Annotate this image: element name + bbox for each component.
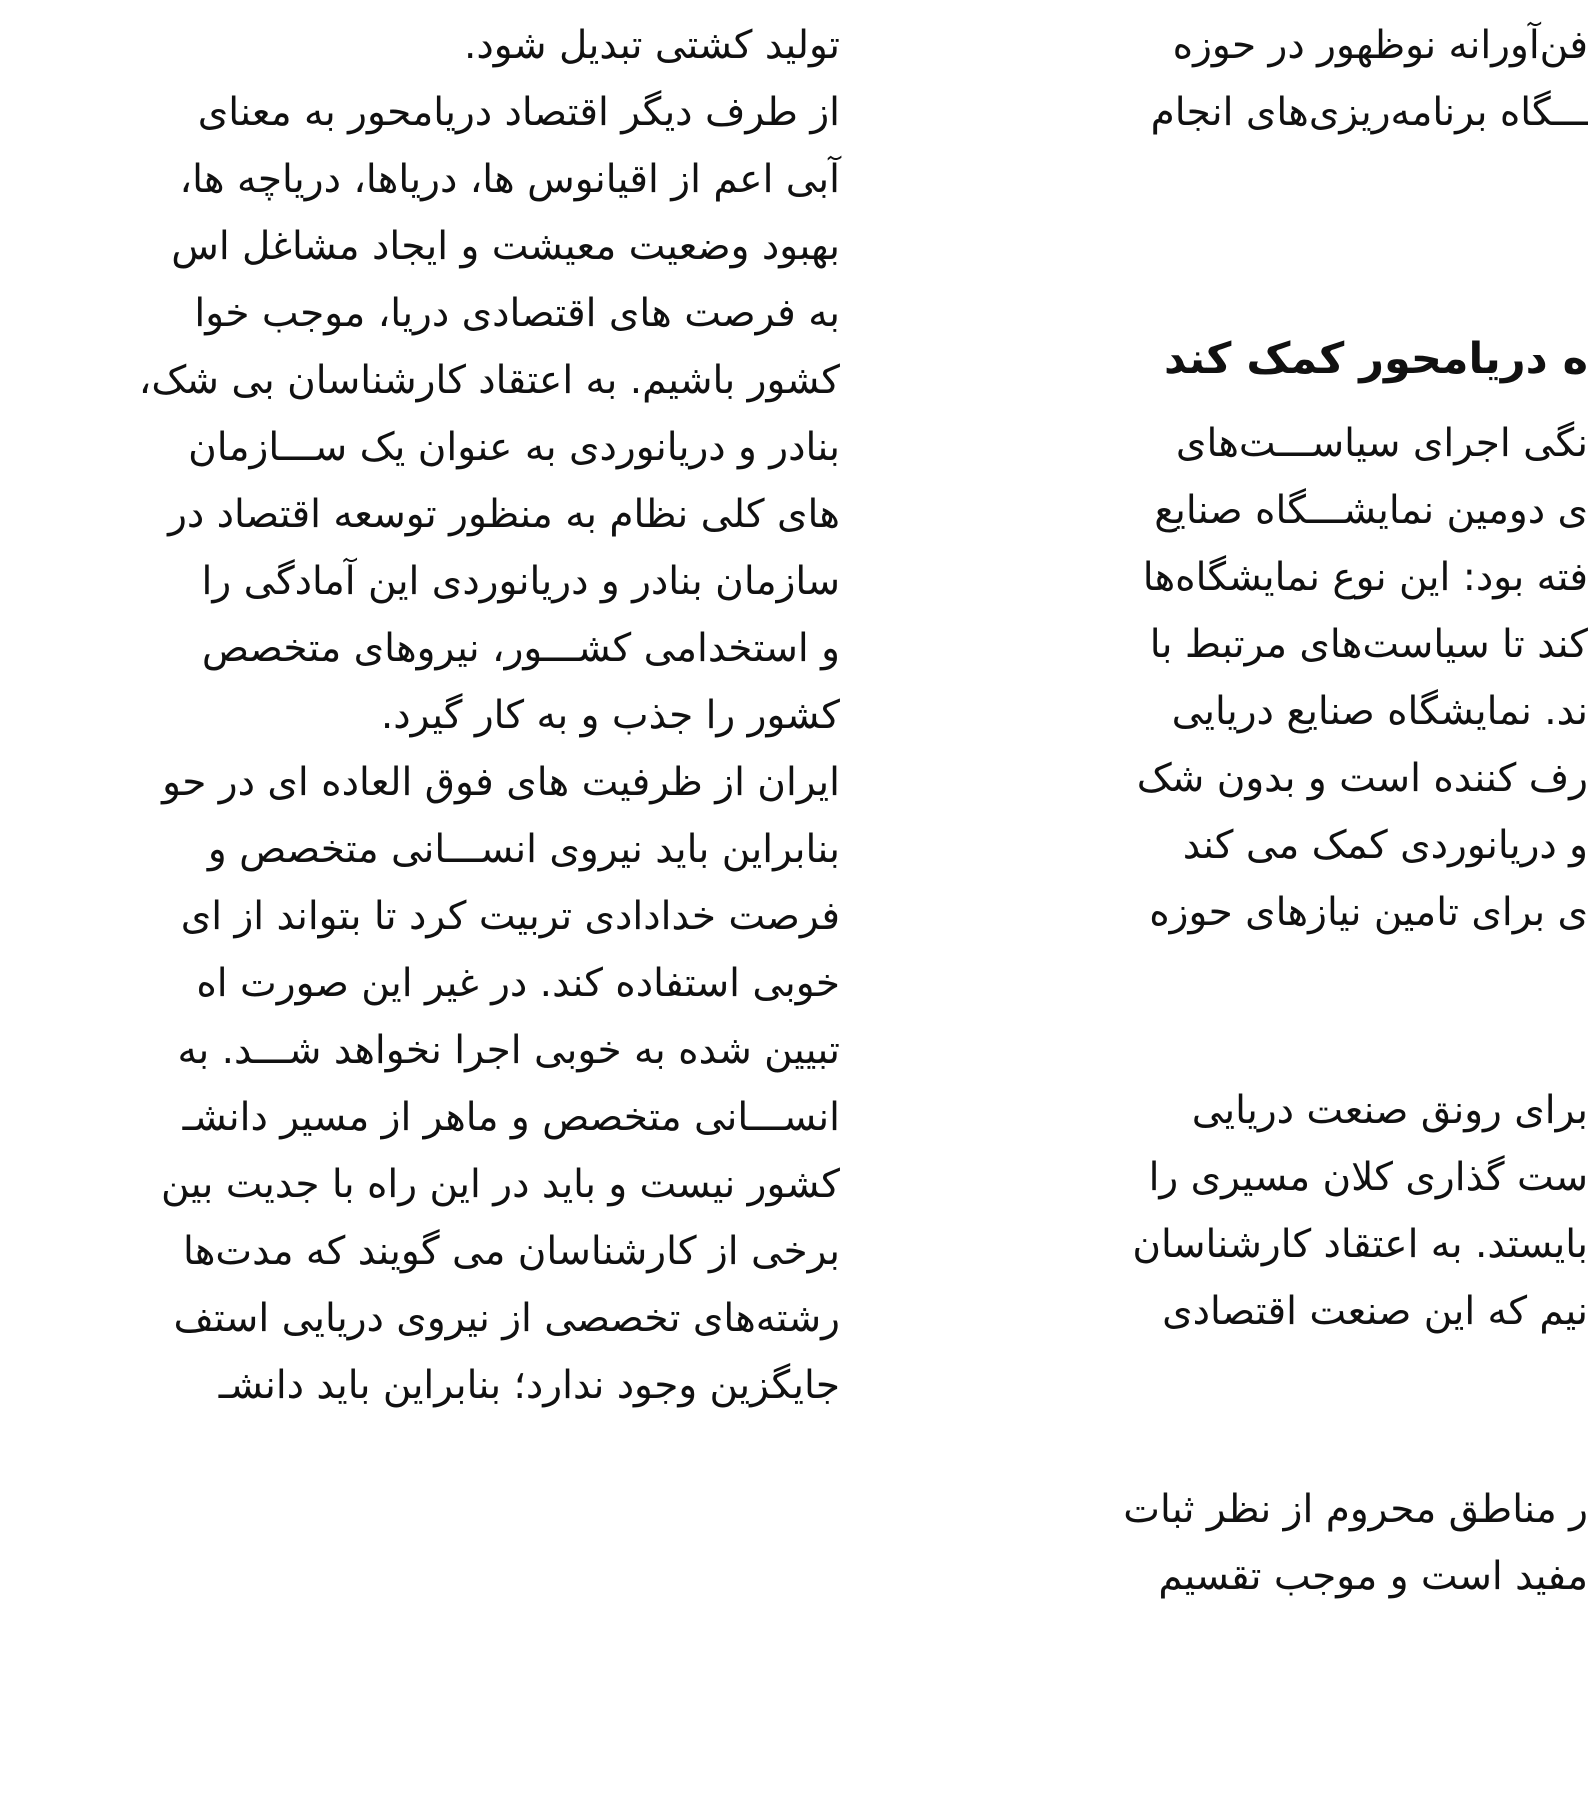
left-line-21: جایگزین وجود ندارد؛ بنابراین باید دانشـ (218, 1363, 840, 1408)
left-line-8: های کلی نظام به منظور توسعه اقتصاد در (168, 492, 840, 537)
right-line-15: ر مناطق محروم از نظر ثبات (1123, 1487, 1588, 1532)
right-line-7: ند. نمایشگاه صنایع دریایی (1171, 689, 1588, 734)
right-line-1: فن‌آورانه نوظهور در حوزه (1172, 23, 1588, 68)
right-line-9: و دریانوردی کمک می کند (1182, 823, 1588, 868)
left-line-7: بنادر و دریانوردی به عنوان یک ســـازمان (188, 425, 840, 470)
left-line-1: تولید کشتی تبدیل شود. (463, 23, 840, 68)
right-line-13: بایستد. به اعتقاد کارشناسان (1132, 1222, 1588, 1267)
right-line-12: ست گذاری کلان مسیری را (1148, 1155, 1588, 1200)
left-line-13: بنابراین باید نیروی انســـانی متخصص و (207, 827, 840, 872)
right-line-8: رف کننده است و بدون شک (1136, 756, 1588, 801)
right-line-11: برای رونق صنعت دریایی (1191, 1088, 1588, 1133)
right-line-5: فته بود: این نوع نمایشگاه‌ها (1142, 555, 1588, 600)
left-line-3: آبی اعم از اقیانوس ها، دریاها، دریاچه ها، (179, 157, 840, 202)
left-line-20: رشته‌های تخصصی از نیروی دریایی استف (173, 1296, 840, 1341)
right-column (948, 0, 1588, 1793)
right-line-6: کند تا سیاست‌های مرتبط با (1149, 622, 1588, 667)
left-line-4: بهبود وضعیت معیشت و ایجاد مشاغل اس (171, 224, 840, 269)
left-line-14: فرصت خدادادی تربیت کرد تا بتواند از ای (180, 894, 840, 939)
left-line-5: به فرصت های اقتصادی دریا، موجب خوا (194, 291, 840, 336)
right-line-4: ی دومین نمایشـــگاه صنایع (1154, 488, 1588, 533)
left-line-15: خوبی استفاده کند. در غیر این صورت اه (196, 961, 840, 1006)
left-line-17: انســـانی متخصص و ماهر از مسیر دانشـ (182, 1095, 840, 1140)
left-line-2: از طرف دیگر اقتصاد دریامحور به معنای (197, 90, 840, 135)
left-line-6: کشور باشیم. به اعتقاد کارشناسان بی شک، (138, 358, 840, 403)
left-line-10: و استخدامی کشـــور، نیروهای متخصص (201, 626, 840, 671)
right-line-10: ی برای تامین نیازهای حوزه (1149, 890, 1588, 935)
left-line-12: ایران از ظرفیت های فوق العاده ای در حو (162, 760, 840, 805)
right-line-3: نگی اجرای سیاســـت‌های (1175, 421, 1588, 466)
section-heading: ه دریامحور کمک کند (1164, 334, 1588, 384)
right-line-2: ـــگاه برنامه‌ریزی‌های انجام (1150, 90, 1588, 135)
left-line-9: سازمان بنادر و دریانوردی این آمادگی را (201, 559, 840, 604)
left-line-11: کشور را جذب و به کار گیرد. (380, 693, 840, 738)
left-line-19: برخی از کارشناسان می گویند که مدت‌ها (182, 1229, 840, 1274)
right-line-16: مفید است و موجب تقسیم (1158, 1554, 1588, 1599)
left-line-16: تبیین شده به خوبی اجرا نخواهد شـــد. به (177, 1028, 840, 1073)
left-line-18: کشور نیست و باید در این راه با جدیت بین (161, 1162, 840, 1207)
right-line-14: نیم که این صنعت اقتصادی (1162, 1289, 1588, 1334)
